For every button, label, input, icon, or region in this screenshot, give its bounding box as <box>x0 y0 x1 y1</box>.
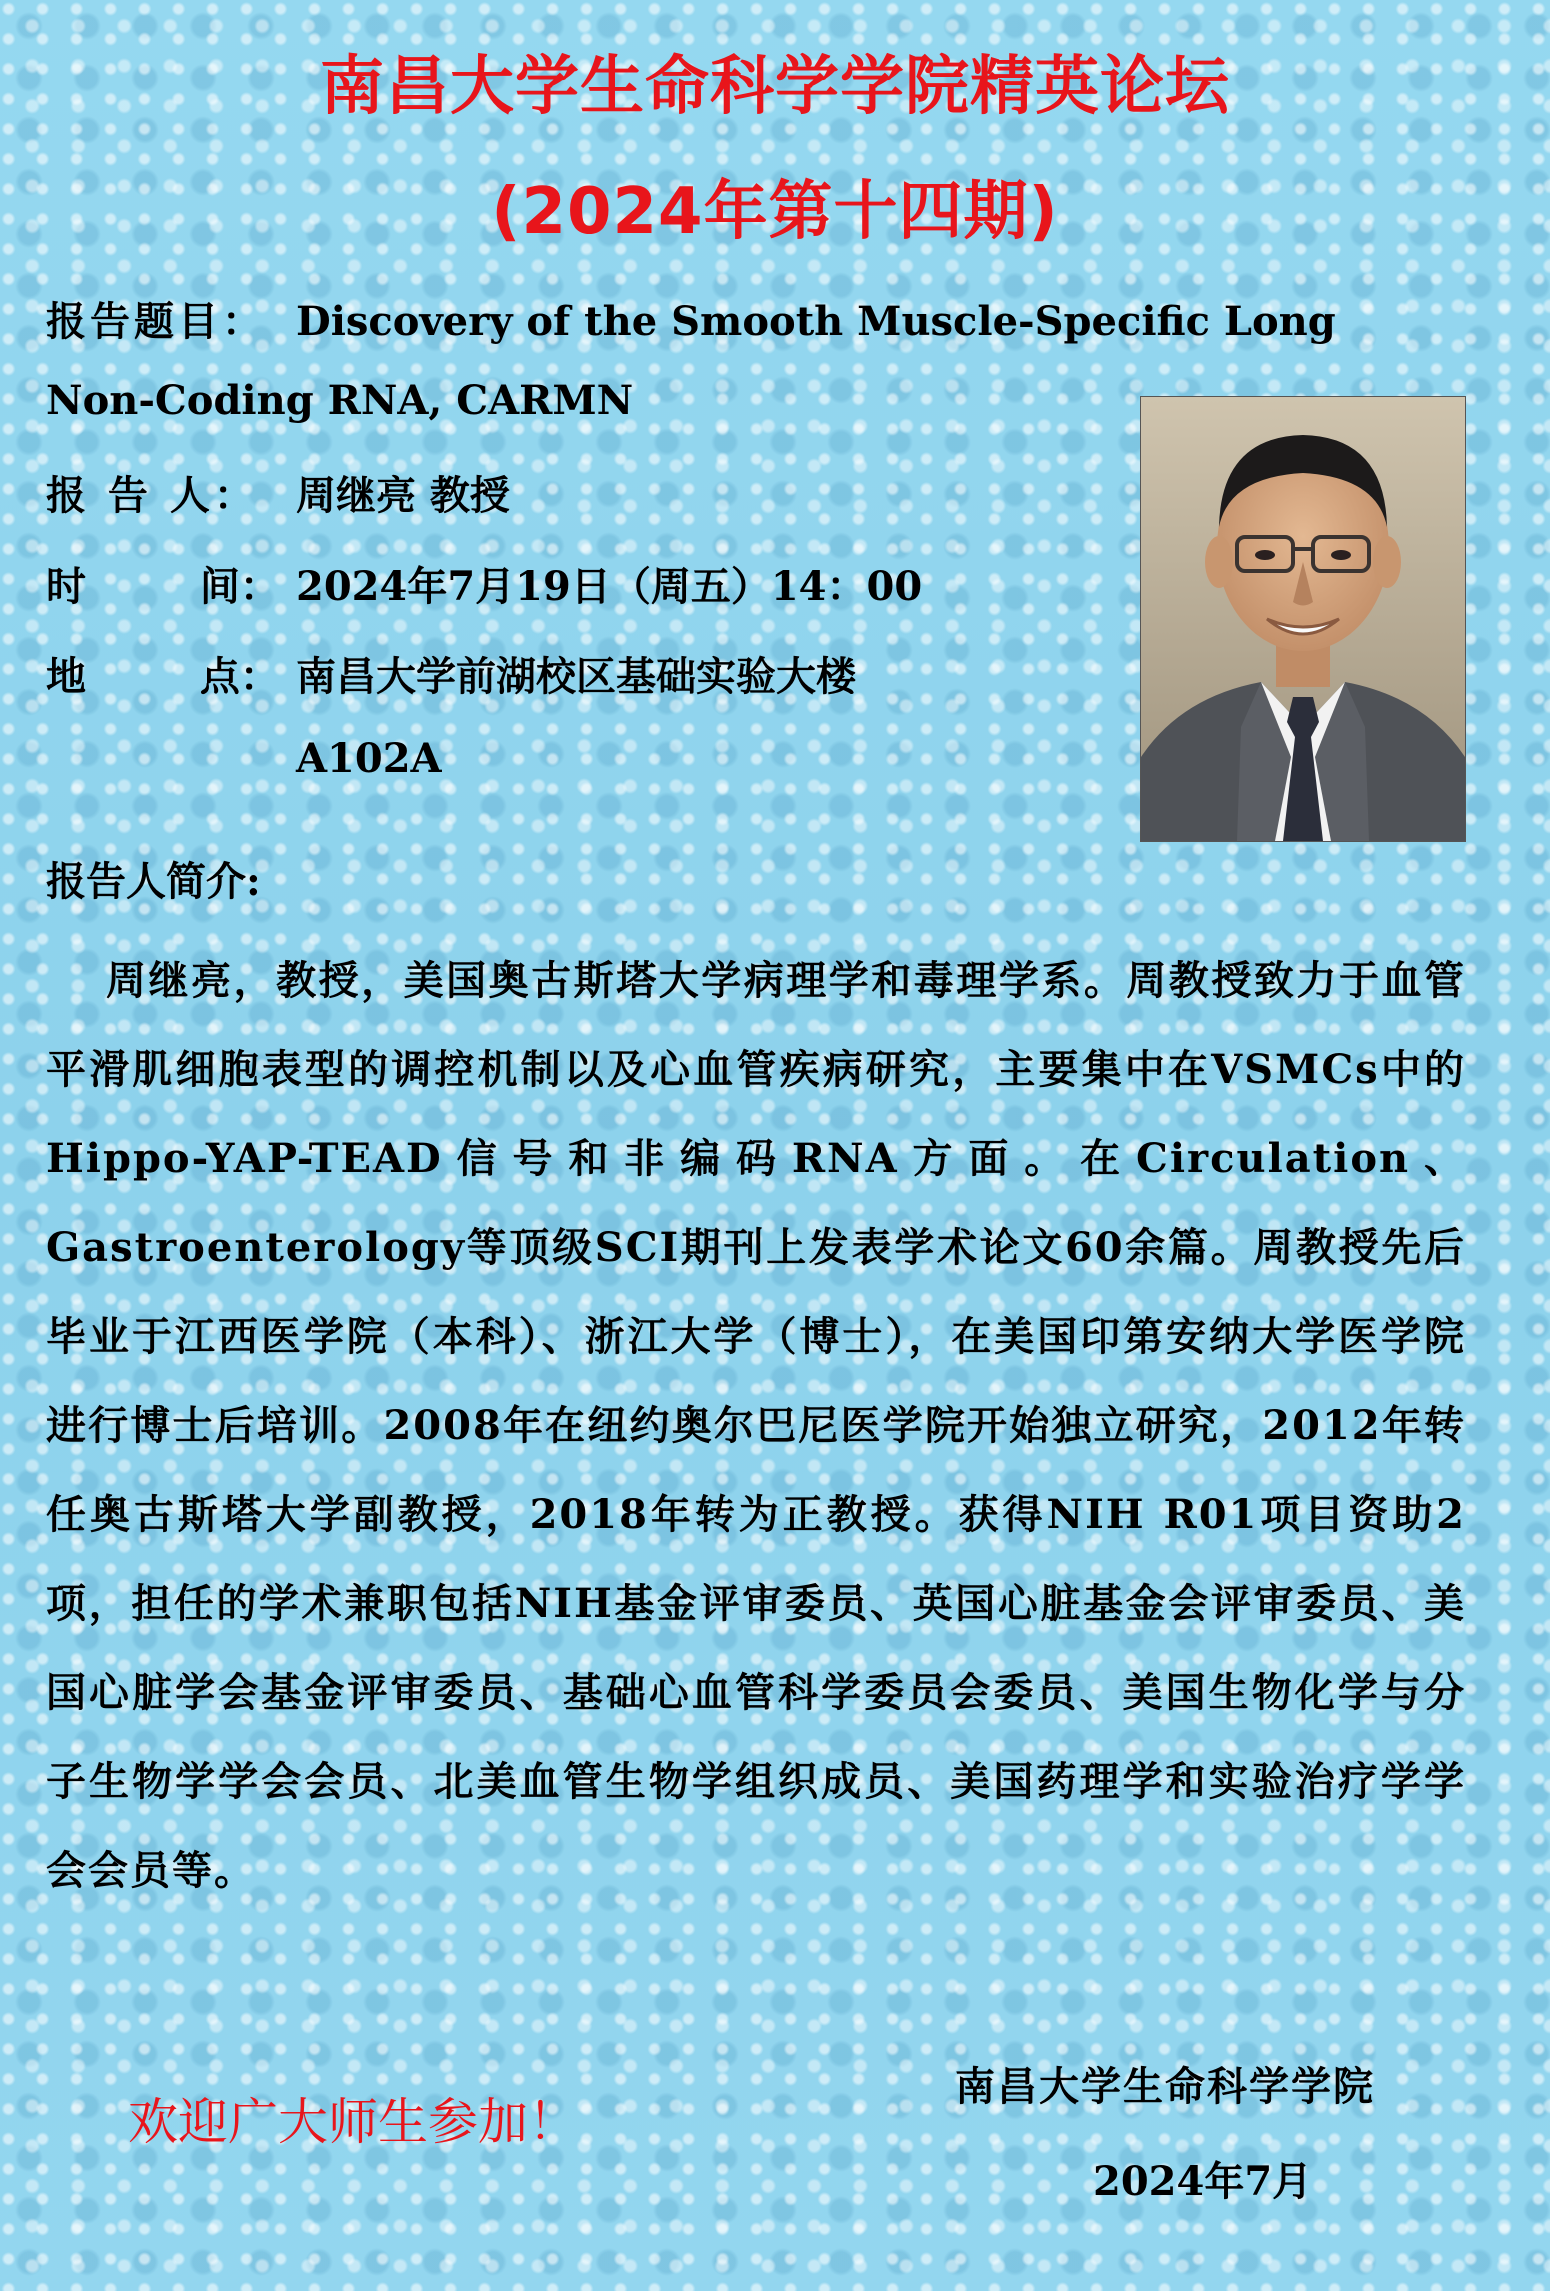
bio-paragraph: 周继亮，教授，美国奥古斯塔大学病理学和毒理学系。周教授致力于血管平滑肌细胞表型的调控机制以及心血管疾病研究，主要集中在VSMCs中的Hippo-YAP-TEAD信号和非编码RNA方面。在Circulation、Gastroenterology等顶级SCI期刊上发表学术论文60余篇。周教授先后毕业于江西医学院（本科）、浙江大学（博士），在美国印第安纳大学医学院进行博士后培训。2008年在纽约奥尔巴尼医学院开始独立研究，2012年转任奥古斯塔大学副教授，2018年转为正教授。获得NIH R01项目资助2项，担任的学术兼职包括NIH基金评审委员、英国心脏基金会评审委员、美国心脏学会基金评审委员、基础心血管科学委员会委员、美国生物化学与分子生物学学会会员、北美血管生物学组织成员、美国药理学和实验治疗学学会会员等。 <box>46 957 1466 1894</box>
topic-label: 报告题目： <box>46 298 266 345</box>
topic-value-continued: Non-Coding RNA, CARMN <box>46 377 634 424</box>
speaker-row <box>46 464 510 521</box>
time-label: 时 间： <box>46 563 280 610</box>
page-title: 南昌大学生命科学学院精英论坛 <box>320 50 1230 124</box>
welcome-text: 欢迎广大师生参加！ <box>128 2093 578 2151</box>
topic-value: Discovery of the Smooth Muscle-Specific Long <box>296 298 1336 345</box>
issue-date: 2024年7月 <box>1093 2158 1313 2205</box>
issue-subtitle: (2024年第十四期) <box>491 175 1059 249</box>
organizer-name: 南昌大学生命科学学院 <box>955 2063 1375 2110</box>
portrait-icon <box>1141 397 1465 841</box>
speaker-photo <box>1140 396 1466 842</box>
speaker-value: 周继亮 教授 <box>296 472 510 519</box>
speaker-label: 报 告 人： <box>46 472 258 519</box>
location-room: A102A <box>296 735 442 782</box>
location-value: 南昌大学前湖校区基础实验大楼 <box>296 653 856 700</box>
location-row <box>46 645 856 702</box>
topic-row <box>46 290 1336 347</box>
time-value: 2024年7月19日（周五）14：00 <box>296 563 923 610</box>
location-label: 地 点： <box>46 653 280 700</box>
bio-heading: 报告人简介: <box>46 858 261 905</box>
time-row <box>46 555 922 612</box>
